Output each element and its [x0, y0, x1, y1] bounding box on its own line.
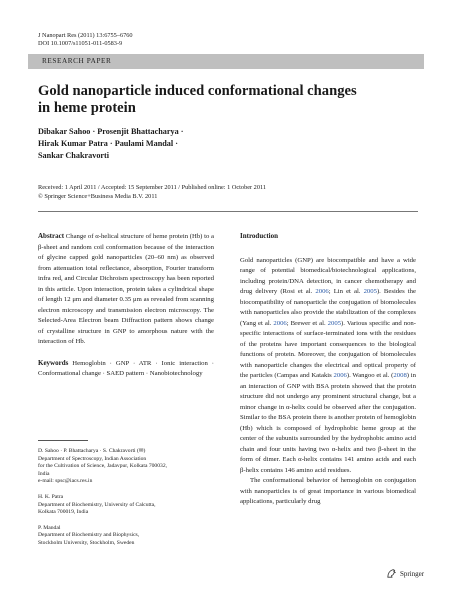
section-label: RESEARCH PAPER: [42, 57, 112, 65]
affiliations: [38, 448, 218, 556]
intro-paragraph-1: [240, 256, 416, 477]
section-banner: [28, 54, 424, 69]
affil2-author: H. K. Patra: [38, 493, 64, 500]
intro-text: ). Wangoo et al. (: [346, 372, 394, 379]
affiliation-1: [38, 448, 218, 486]
citation-link[interactable]: 2006: [273, 319, 287, 327]
journal-doi: DOI 10.1007/s11051-011-0583-9: [38, 40, 123, 47]
affil1-authors: D. Sahoo · P. Bhattacharya · S. Chakravorti (✉): [38, 448, 146, 454]
citation-link[interactable]: 2006: [333, 372, 347, 379]
affil1-country: India: [38, 470, 50, 477]
citation-link[interactable]: 2008: [393, 372, 407, 379]
keywords-heading: Keywords: [38, 358, 69, 367]
affiliation-3: [38, 525, 218, 548]
introduction-heading: Introduction: [240, 232, 278, 240]
intro-text: ; Brewer et al.: [286, 319, 328, 327]
title-line-2: in heme protein: [38, 100, 136, 116]
left-column: [38, 231, 214, 380]
abstract: [38, 231, 214, 348]
intro-text: ). Various specific and non-specific interactions of surface-terminated ions with the residues of the proteins have important consequences to the biological functions of protein. Moreover, the conjugation of biomolecules with nanoparticle changes the electrical and optical property of the particles (Campas and Katakis: [240, 319, 416, 379]
keywords-text: Hemoglobin · GNP · ATR · Ionic interaction · Conformational change · SAED pattern · Nanobiotechnology: [38, 359, 214, 377]
keywords: [38, 358, 214, 380]
abstract-text: Change of α-helical structure of heme protein (Hb) to a β-sheet and random coil conformation because of the interaction of glycine capped gold nanoparticles (20–60 nm) as observed from attenuation total reflectance, absorption, Fourier transform infra red, and Circular Dichroism spectroscopy has been reported in this article. Upon interaction, protein takes a cylindrical shape of length 12 μm and diameter 0.35 μm as revealed from scanning electron microscopy and transmission electron microscopy. The Selected-Area Electron beam Diffraction pattern shows change of crystalline structure in GNP to amorphous nature with the interaction of Hb.: [38, 233, 214, 345]
received-accepted-line: Received: 1 April 2011 / Accepted: 15 September 2011 / Published online: 1 October 2011: [38, 184, 267, 191]
intro-paragraph-2: The conformational behavior of hemoglobin on conjugation with nanoparticles is of great importance in various biomedical applications, particularly drug: [240, 477, 416, 505]
author-list: [38, 126, 368, 161]
intro-text: ; Lin et al.: [328, 288, 364, 295]
journal-info: [38, 32, 133, 48]
copyright-line: © Springer Science+Business Media B.V. 2011: [38, 192, 158, 200]
affil2-dept: Department of Biochemistry, University of Calcutta,: [38, 501, 156, 508]
publisher-name: Springer: [400, 569, 425, 578]
paper-title: [38, 83, 368, 117]
header-divider: [38, 211, 418, 212]
affil1-email: e-mail: spsc@iacs.res.in: [38, 478, 93, 485]
citation-link[interactable]: 2005: [327, 319, 342, 327]
authors-line-2: Hirak Kumar Patra · Paulami Mandal ·: [38, 138, 178, 148]
affil1-dept: Department of Spectroscopy, Indian Association: [38, 455, 147, 462]
affil3-inst: Stockholm University, Stockholm, Sweden: [38, 539, 135, 546]
citation-link[interactable]: 2005: [363, 288, 377, 295]
footnote-divider: [38, 440, 88, 441]
authors-line-3: Sankar Chakravorti: [38, 150, 110, 160]
affil3-author: P. Mandal: [38, 524, 61, 531]
publication-dates: [38, 184, 418, 201]
authors-line-1: Dibakar Sahoo · Prosenjit Bhattacharya ·: [38, 127, 184, 136]
springer-horse-icon: [386, 568, 397, 579]
affil3-dept: Department of Biochemistry and Biophysics,: [38, 532, 140, 539]
citation-link[interactable]: 2006: [315, 288, 329, 295]
intro-text: Gold nanoparticles (GNP) are biocompatible and have a wide range of potential biomedical/biotechnological applications, including protein/DNA detection, in cancer chemotherapy and drug delivery (Rosi et al.: [240, 256, 416, 295]
abstract-heading: Abstract: [38, 232, 65, 240]
affil1-inst: for the Cultivation of Science, Jadavpur, Kolkata 700032,: [38, 463, 168, 470]
intro-text: ) in an interaction of GNP with BSA protein showed that the protein structure did not undergo any prominent structural change, but a minor change in α-helix could be observed after the conjugation. Similar to the BSA protein there is another protein of hemoglobin (Hb) which is composed of hydrophobic heme group at the center of the subunits surrounded by the hydrophobic amino acid chain and four units having two α-helix and two β-sheet in the form of dimer. Each α-helix contains 141 amino acids and each β-helix contains 146 amino acid residues.: [240, 372, 416, 474]
intro-text: ). Besides the biocompatibility of nanoparticle the conjugation of biomolecules with nanoparticles also provide the stabilization of the complexes (Yang et al.: [240, 288, 416, 327]
title-line-1: Gold nanoparticle induced conformational changes: [38, 83, 357, 99]
journal-citation: J Nanopart Res (2011) 13:6755–6760: [38, 32, 133, 39]
affiliation-2: [38, 494, 218, 517]
affil2-city: Kolkata 700019, India: [38, 509, 89, 516]
publisher-mark: [386, 568, 424, 579]
right-column: [240, 231, 416, 508]
